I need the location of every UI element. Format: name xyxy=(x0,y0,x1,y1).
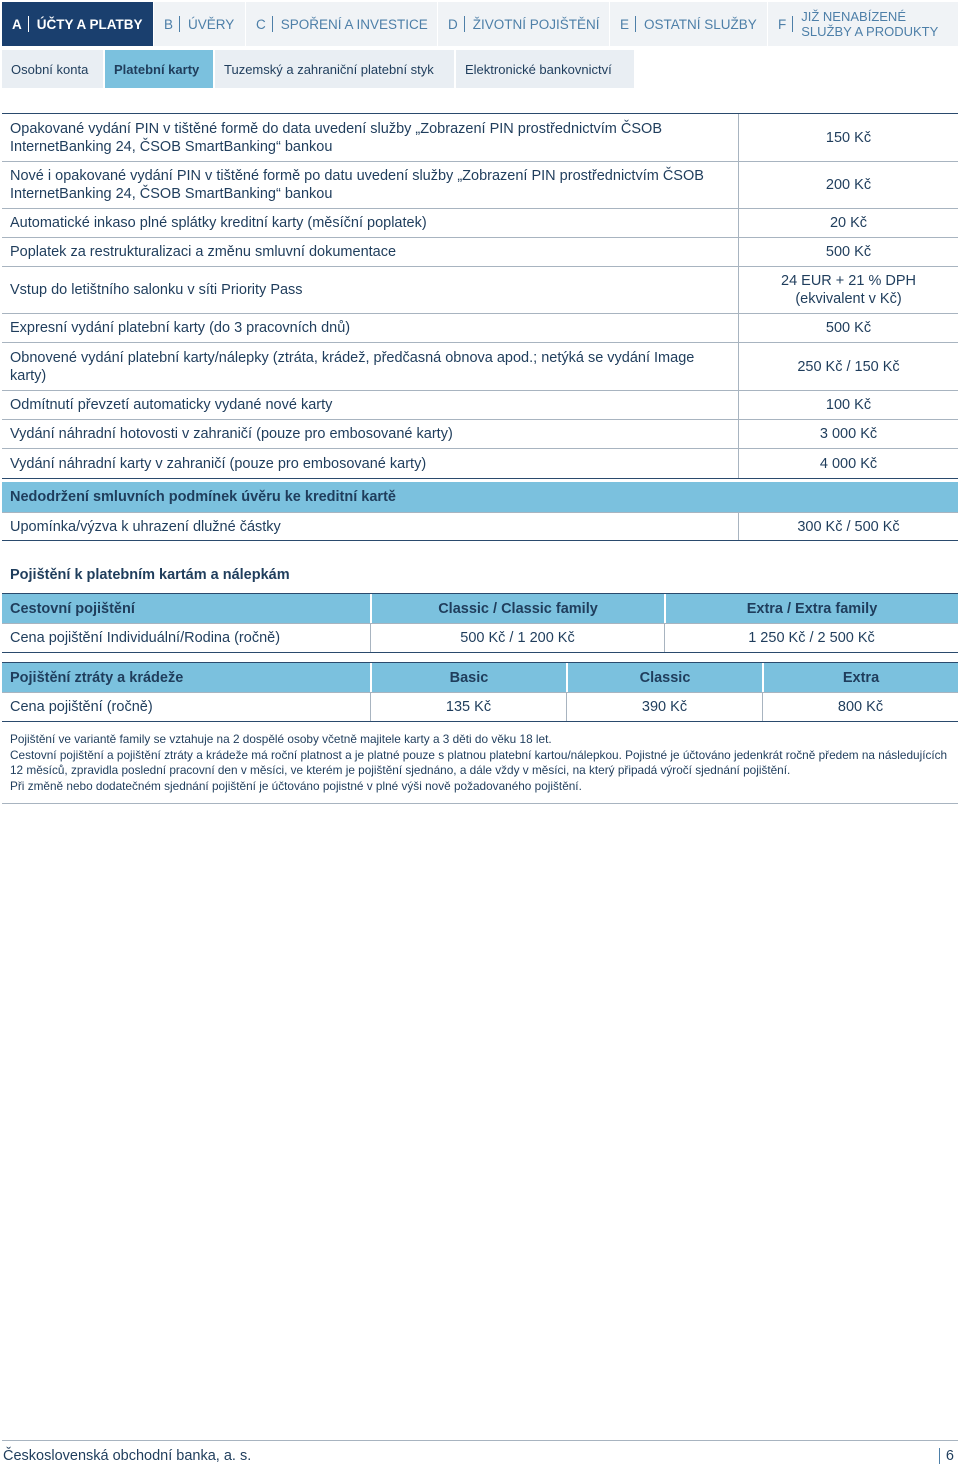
fee-value: 150 Kč xyxy=(738,114,958,161)
note-text: Cestovní pojištění a pojištění ztráty a krádeže má roční platnost a je platné pouze s platnou platební kartou/nálepkou. Pojistné je účtováno jedenkrát ročně předem na následujících 12 měsíců, zpravidla poslední pracovní den v měsíci, ve kterém je pojištění sjednáno, a dále vždy v měsíci, na který připadá výročí sjednání pojištění. xyxy=(10,747,948,777)
header-cell: Pojištění ztráty a krádeže xyxy=(2,663,370,692)
tab-other-services[interactable] xyxy=(610,2,768,46)
table-row xyxy=(2,114,958,162)
tab-letter: C xyxy=(256,16,266,32)
fee-label: Vydání náhradní karty v zahraničí (pouze pro embosované karty) xyxy=(10,455,427,472)
table-cell: 135 Kč xyxy=(370,693,566,721)
fee-label: Obnovené vydání platební karty/nálepky (ztráta, krádež, předčasná obnova apod.; netýká se vydání Image karty) xyxy=(10,349,695,384)
table-row xyxy=(2,209,958,238)
fees-table xyxy=(2,114,958,541)
fee-value: 300 Kč / 500 Kč xyxy=(738,513,958,540)
sub-navigation xyxy=(2,50,636,88)
fee-label: Odmítnutí převzetí automaticky vydané nové karty xyxy=(10,397,333,413)
table-cell: 390 Kč xyxy=(566,693,762,721)
table-cell: Cena pojištění (ročně) xyxy=(10,699,153,715)
table-row xyxy=(2,343,958,391)
page-number-value: 6 xyxy=(945,1448,954,1464)
fee-value: 500 Kč xyxy=(738,314,958,342)
tab-divider xyxy=(179,16,180,32)
fee-value: 500 Kč xyxy=(738,238,958,266)
table-cell: 500 Kč / 1 200 Kč xyxy=(370,624,664,652)
footer-bank-name: Československá obchodní banka, a. s. xyxy=(3,1448,252,1464)
tab-letter: F xyxy=(778,16,787,32)
tab-letter: E xyxy=(620,16,630,32)
tab-label: ŽIVOTNÍ POJIŠTĚNÍ xyxy=(472,16,600,32)
tab-letter: A xyxy=(12,16,22,32)
page-number-divider xyxy=(939,1448,940,1464)
tab-label-line1: JIŽ NENABÍZENÉ xyxy=(801,9,906,24)
tab-divider xyxy=(464,16,465,32)
tab-label: ÚČTY A PLATBY xyxy=(36,16,143,32)
fee-value: 200 Kč xyxy=(738,162,958,208)
main-navigation xyxy=(2,2,958,46)
fee-label: Automatické inkaso plné splátky kreditní karty (měsíční poplatek) xyxy=(10,215,427,231)
insurance-notes xyxy=(10,732,950,794)
fee-value: 250 Kč / 150 Kč xyxy=(738,343,958,390)
table-cell: 800 Kč xyxy=(762,693,958,721)
tab-label: OSTATNÍ SLUŽBY xyxy=(644,16,757,32)
header-cell: Extra xyxy=(762,663,958,692)
tab-divider xyxy=(272,16,273,32)
table-header-row xyxy=(2,662,958,692)
tab-loans[interactable] xyxy=(154,2,246,46)
tab-label: ÚVĚRY xyxy=(188,16,235,32)
fee-label: Nové i opakované vydání PIN v tištěné formě po datu uvedení služby „Zobrazení PIN prostřednictvím ČSOB InternetBanking 24, ČSOB SmartBanking“ bankou xyxy=(10,168,704,202)
page-number xyxy=(939,1448,954,1464)
fee-value: 20 Kč xyxy=(738,209,958,237)
tab-label xyxy=(801,9,938,39)
fee-value: 24 EUR + 21 % DPH (ekvivalent v Kč) xyxy=(738,267,958,313)
insurance-title: Pojištění k platebním kartám a nálepkám xyxy=(10,567,290,583)
tab-divider xyxy=(28,16,29,32)
divider xyxy=(2,803,958,804)
subtab-personal-accounts[interactable]: Osobní konta xyxy=(2,50,103,88)
tab-life-insurance[interactable] xyxy=(438,2,610,46)
tab-label: SPOŘENÍ A INVESTICE xyxy=(280,16,428,32)
table-row xyxy=(2,162,958,209)
tab-accounts-payments[interactable] xyxy=(2,2,154,46)
table-row xyxy=(2,238,958,267)
fee-label: Poplatek za restrukturalizaci a změnu smluvní dokumentace xyxy=(10,244,397,260)
table-header-row xyxy=(2,593,958,623)
travel-insurance-table xyxy=(2,593,958,653)
fee-value: 100 Kč xyxy=(738,391,958,419)
table-row xyxy=(2,623,958,653)
fee-label: Vydání náhradní hotovosti v zahraničí (pouze pro embosované karty) xyxy=(10,426,453,442)
header-cell: Extra / Extra family xyxy=(664,594,958,623)
tab-divider xyxy=(635,16,636,32)
fee-label: Vstup do letištního salonku v síti Priority Pass xyxy=(10,282,303,298)
table-cell: 1 250 Kč / 2 500 Kč xyxy=(664,624,958,652)
fee-label: Upomínka/výzva k uhrazení dlužné částky xyxy=(10,518,281,535)
table-row xyxy=(2,420,958,449)
tab-label-line2: SLUŽBY A PRODUKTY xyxy=(801,24,939,39)
table-row xyxy=(2,314,958,343)
theft-insurance-table xyxy=(2,662,958,722)
table-row xyxy=(2,512,958,541)
fee-value: 4 000 Kč xyxy=(738,449,958,478)
tab-savings-investments[interactable] xyxy=(246,2,438,46)
tab-discontinued-products[interactable] xyxy=(768,2,958,46)
header-cell: Cestovní pojištění xyxy=(2,594,370,623)
header-cell: Classic xyxy=(566,663,762,692)
tab-letter: B xyxy=(164,16,174,32)
note-text: Pojištění ve variantě family se vztahuje na 2 dospělé osoby včetně majitele karty a 3 děti do věku 18 let. xyxy=(10,732,552,746)
subtab-payment-cards[interactable]: Platební karty xyxy=(105,50,213,88)
table-row xyxy=(2,391,958,420)
note-text: Při změně nebo dodatečném sjednání pojištění je účtováno pojistné v plné výši nově požadovaného pojištění. xyxy=(10,778,582,793)
header-cell: Basic xyxy=(370,663,566,692)
header-cell: Classic / Classic family xyxy=(370,594,664,623)
subtab-electronic-banking[interactable]: Elektronické bankovnictví xyxy=(456,50,634,88)
tab-divider xyxy=(792,16,793,32)
table-row xyxy=(2,267,958,314)
table-cell: Cena pojištění Individuální/Rodina (ročně) xyxy=(10,630,281,646)
fee-label: Expresní vydání platební karty (do 3 pracovních dnů) xyxy=(10,320,351,336)
tab-letter: D xyxy=(448,16,458,32)
table-row xyxy=(2,692,958,722)
fee-value: 3 000 Kč xyxy=(738,420,958,448)
table-row xyxy=(2,449,958,479)
section-heading: Nedodržení smluvních podmínek úvěru ke kreditní kartě xyxy=(2,482,958,512)
subtab-domestic-foreign-payments[interactable]: Tuzemský a zahraniční platební styk xyxy=(215,50,454,88)
fee-label: Opakované vydání PIN v tištěné formě do data uvedení služby „Zobrazení PIN prostřednictvím ČSOB InternetBanking 24, ČSOB SmartBanking“ bankou xyxy=(10,120,663,155)
footer-divider xyxy=(2,1440,958,1441)
